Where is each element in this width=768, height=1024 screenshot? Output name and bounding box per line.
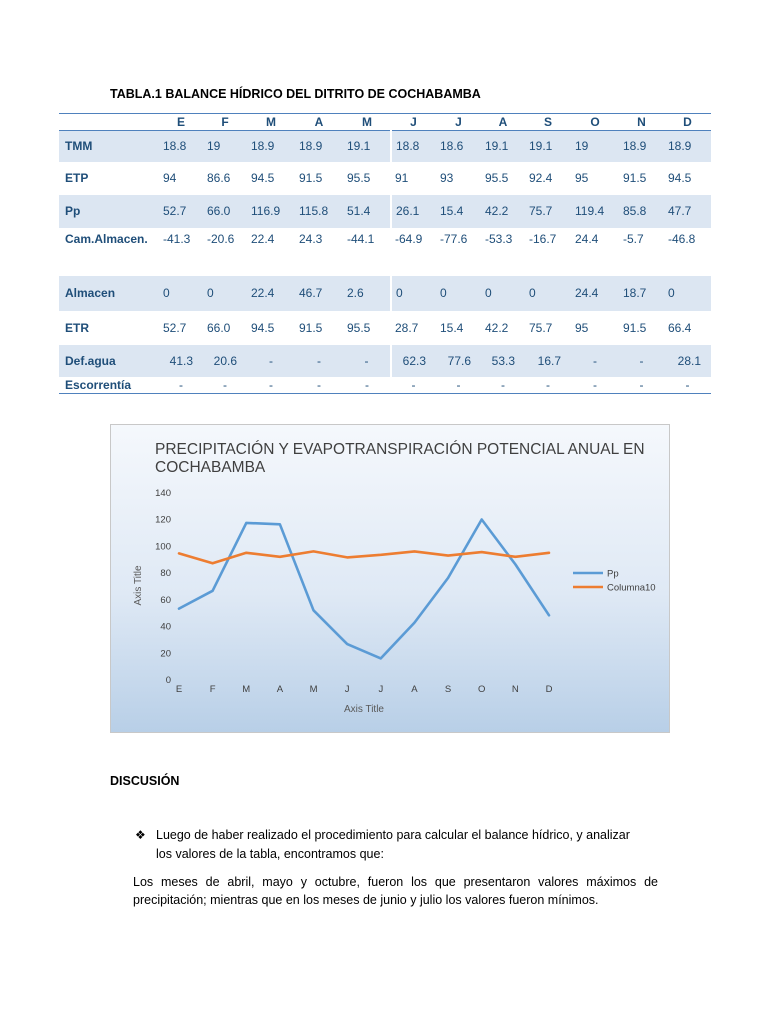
table-cell: 0 bbox=[436, 276, 481, 311]
table-cell: 85.8 bbox=[619, 195, 664, 228]
line-chart bbox=[110, 424, 670, 733]
row-label: Def.agua bbox=[59, 345, 159, 377]
table-cell: 66.4 bbox=[668, 320, 692, 335]
table-cell: - bbox=[481, 377, 525, 394]
table-cell: - bbox=[436, 377, 481, 394]
table-cell: 24.4 bbox=[575, 231, 599, 246]
discussion-heading: DISCUSIÓN bbox=[110, 774, 180, 788]
table-cell: 42.2 bbox=[485, 320, 509, 335]
month-header: J bbox=[436, 114, 481, 131]
table-cell: 75.7 bbox=[525, 195, 571, 228]
table-cell: 53.3 bbox=[481, 345, 525, 377]
table-header-row bbox=[59, 114, 711, 131]
table-cell: 52.7 bbox=[159, 195, 203, 228]
table-cell: 91.5 bbox=[299, 171, 323, 185]
table-cell: -46.8 bbox=[668, 231, 696, 246]
table-row-def-agua bbox=[59, 345, 711, 377]
y-tick-label: 60 bbox=[160, 594, 171, 606]
table-cell: -44.1 bbox=[347, 231, 375, 246]
x-tick-label: J bbox=[378, 684, 384, 695]
table-cell: 92.4 bbox=[529, 171, 553, 185]
table-cell: 2.6 bbox=[343, 276, 391, 311]
y-axis-title: Axis Title bbox=[133, 565, 144, 606]
table-cell: 47.7 bbox=[664, 195, 711, 228]
header-corner bbox=[59, 114, 159, 131]
discussion-paragraph: Los meses de abril, mayo y octubre, fueron los que presentaron valores máximos de precipitación; mientras que en los meses de junio y julio los valores fueron mínimos. bbox=[133, 875, 658, 907]
table-cell: -53.3 bbox=[485, 231, 513, 246]
month-header: O bbox=[571, 114, 619, 131]
series-line-columna10 bbox=[179, 551, 549, 563]
table-cell: 77.6 bbox=[436, 345, 481, 377]
x-tick-label: N bbox=[511, 684, 519, 695]
table-cell: 28.1 bbox=[664, 345, 711, 377]
table-cell: 95.5 bbox=[347, 171, 371, 185]
table-row-escorrentia bbox=[59, 377, 711, 394]
table-cell: 94 bbox=[163, 171, 177, 185]
x-tick-label: E bbox=[175, 684, 183, 695]
x-tick-label: M bbox=[242, 684, 251, 695]
month-header: S bbox=[525, 114, 571, 131]
legend-label: Pp bbox=[607, 568, 619, 580]
table-cell: 42.2 bbox=[481, 195, 525, 228]
table-cell: -64.9 bbox=[395, 231, 423, 246]
table-cell: 0 bbox=[525, 276, 571, 311]
chart-title-line: COCHABAMBA bbox=[155, 459, 266, 476]
table-cell: 94.5 bbox=[251, 171, 275, 185]
x-tick-label: M bbox=[309, 684, 318, 695]
table-cell: 93 bbox=[440, 171, 454, 185]
table-row-pp bbox=[59, 195, 711, 228]
month-header: A bbox=[295, 114, 343, 131]
row-label: Almacen bbox=[59, 276, 159, 311]
table-cell: - bbox=[247, 345, 295, 377]
table-cell: - bbox=[525, 377, 571, 394]
table-cell: 0 bbox=[664, 276, 711, 311]
table-cell: 18.9 bbox=[619, 131, 664, 162]
x-tick-label: J bbox=[344, 684, 350, 695]
x-tick-label: F bbox=[209, 684, 216, 695]
table-cell: 115.8 bbox=[295, 195, 343, 228]
table-cell: - bbox=[571, 377, 619, 394]
y-tick-label: 40 bbox=[160, 621, 171, 633]
chart-canvas bbox=[111, 425, 671, 734]
table-cell: -77.6 bbox=[440, 231, 468, 246]
table-cell: - bbox=[619, 345, 664, 377]
x-tick-label: D bbox=[545, 684, 553, 695]
x-axis-title: Axis Title bbox=[343, 704, 385, 715]
table-cell: 22.4 bbox=[251, 231, 275, 246]
table-cell: - bbox=[159, 377, 203, 394]
table-cell: 119.4 bbox=[571, 195, 619, 228]
table-cell: 94.5 bbox=[251, 320, 275, 335]
table-cell: - bbox=[619, 377, 664, 394]
table-cell: 19 bbox=[571, 131, 619, 162]
table-cell: 91.5 bbox=[623, 320, 647, 335]
table-cell: 91 bbox=[395, 171, 409, 185]
table-cell: -41.3 bbox=[163, 231, 191, 246]
table-cell: - bbox=[295, 345, 343, 377]
table-cell: 20.6 bbox=[203, 345, 247, 377]
table-cell: 46.7 bbox=[295, 276, 343, 311]
table-cell: 52.7 bbox=[163, 320, 187, 335]
table-cell: 116.9 bbox=[247, 195, 295, 228]
table-cell: 41.3 bbox=[159, 345, 203, 377]
y-tick-label: 140 bbox=[155, 488, 171, 499]
table-cell: 18.9 bbox=[295, 131, 343, 162]
table-cell: - bbox=[203, 377, 247, 394]
table-cell: 19.1 bbox=[343, 131, 391, 162]
y-tick-label: 20 bbox=[160, 648, 171, 660]
table-cell: - bbox=[247, 377, 295, 394]
table-cell: 24.3 bbox=[299, 231, 323, 246]
table-cell: 18.7 bbox=[619, 276, 664, 311]
table-cell: - bbox=[571, 345, 619, 377]
month-header: N bbox=[619, 114, 664, 131]
row-label: Escorrentía bbox=[59, 377, 159, 394]
table-cell: - bbox=[664, 377, 711, 394]
table-cell: 15.4 bbox=[440, 320, 464, 335]
row-label: Pp bbox=[59, 195, 159, 228]
table-cell: - bbox=[343, 345, 391, 377]
table-cell: 18.6 bbox=[436, 131, 481, 162]
chart-title-line: PRECIPITACIÓN Y EVAPOTRANSPIRACIÓN POTENCIAL ANUAL EN bbox=[155, 441, 645, 458]
row-label: ETR bbox=[65, 320, 89, 335]
table-cell: 19 bbox=[203, 131, 247, 162]
table-cell: 24.4 bbox=[571, 276, 619, 311]
x-tick-label: S bbox=[444, 684, 452, 695]
water-balance-table bbox=[59, 113, 711, 394]
table-cell: 95 bbox=[575, 320, 589, 335]
table-cell: - bbox=[343, 377, 391, 394]
month-header: A bbox=[481, 114, 525, 131]
table-cell: 91.5 bbox=[299, 320, 323, 335]
table-cell: 16.7 bbox=[525, 345, 571, 377]
table-cell: 66.0 bbox=[203, 195, 247, 228]
row-label: Cam.Almacen. bbox=[65, 231, 148, 246]
row-label: TMM bbox=[59, 131, 159, 162]
month-header: E bbox=[159, 114, 203, 131]
table-row-tmm bbox=[59, 131, 711, 162]
x-tick-label: A bbox=[276, 684, 284, 695]
month-header: M bbox=[247, 114, 295, 131]
table-cell: 0 bbox=[159, 276, 203, 311]
legend-label: Columna10 bbox=[607, 582, 656, 594]
table-cell: - bbox=[295, 377, 343, 394]
table-cell: -16.7 bbox=[529, 231, 557, 246]
table-cell: 18.8 bbox=[159, 131, 203, 162]
table-cell: -20.6 bbox=[207, 231, 235, 246]
table-cell: -5.7 bbox=[623, 231, 644, 246]
bullet-text-line: los valores de la tabla, encontramos que: bbox=[156, 847, 384, 861]
table-cell: 51.4 bbox=[343, 195, 391, 228]
table-cell: 66.0 bbox=[207, 320, 231, 335]
table-cell: 62.3 bbox=[391, 345, 436, 377]
table-cell: 18.9 bbox=[664, 131, 711, 162]
bullet-text bbox=[156, 826, 666, 864]
table-cell: 86.6 bbox=[207, 171, 231, 185]
table-row-etr bbox=[59, 311, 711, 345]
table-cell: 0 bbox=[391, 276, 436, 311]
month-header: D bbox=[664, 114, 711, 131]
table-cell: - bbox=[391, 377, 436, 394]
table-cell: 22.4 bbox=[247, 276, 295, 311]
y-tick-label: 80 bbox=[160, 568, 171, 580]
table-cell: 0 bbox=[481, 276, 525, 311]
table-cell: 28.7 bbox=[395, 320, 419, 335]
diamond-bullet-icon: ❖ bbox=[135, 828, 146, 842]
table-cell: 19.1 bbox=[525, 131, 571, 162]
y-tick-label: 100 bbox=[155, 541, 171, 553]
table-cell: 15.4 bbox=[436, 195, 481, 228]
month-header: F bbox=[203, 114, 247, 131]
table-row-almacen bbox=[59, 276, 711, 311]
month-header: M bbox=[343, 114, 391, 131]
table-cell: 19.1 bbox=[481, 131, 525, 162]
x-tick-label: A bbox=[411, 684, 418, 695]
y-tick-label: 120 bbox=[155, 514, 171, 526]
table-cell: 95 bbox=[575, 171, 589, 185]
x-tick-label: O bbox=[478, 684, 486, 695]
table-cell: 75.7 bbox=[529, 320, 553, 335]
table-cell: 95.5 bbox=[485, 171, 509, 185]
table-cell: 26.1 bbox=[391, 195, 436, 228]
series-line-pp bbox=[179, 520, 549, 659]
table-row-cam-almacen bbox=[59, 228, 711, 276]
table-cell: 0 bbox=[203, 276, 247, 311]
table-cell: 91.5 bbox=[623, 171, 647, 185]
y-tick-label: 0 bbox=[165, 675, 171, 686]
table-row-etp bbox=[59, 162, 711, 195]
table-title: TABLA.1 BALANCE HÍDRICO DEL DITRITO DE COCHABAMBA bbox=[110, 87, 481, 101]
table-cell: 18.9 bbox=[247, 131, 295, 162]
table-cell: 18.8 bbox=[391, 131, 436, 162]
bullet-text-line: Luego de haber realizado el procedimiento para calcular el balance hídrico, y analizar bbox=[156, 828, 630, 842]
month-header: J bbox=[391, 114, 436, 131]
table-cell: 94.5 bbox=[668, 171, 692, 185]
row-label: ETP bbox=[65, 171, 89, 185]
table-cell: 95.5 bbox=[347, 320, 371, 335]
